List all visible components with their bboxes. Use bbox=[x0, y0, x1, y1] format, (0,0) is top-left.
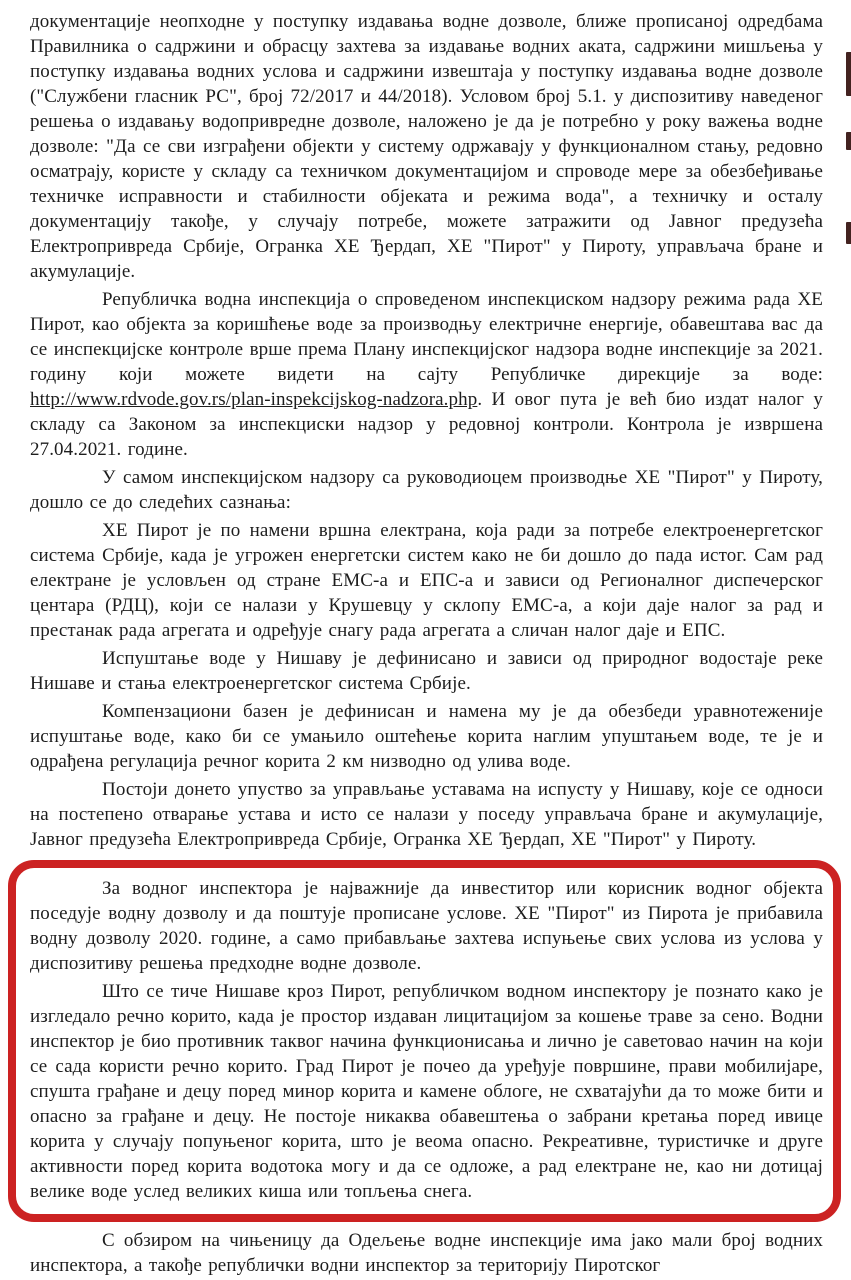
paragraph-1: документације неопходне у поступку издавања водне дозволе, ближе прописаној одредбама Правилника о садржини и обрасцу захтева за издавање водних аката, садржини мишљења у поступку издавања водних услова и садржини извештаја у поступку издавања водне дозволе ("Службени гласник РС", број 72/2017 и 44/2018). Условом број 5.1. у диспозитиву наведеног решења о издавању водопривредне дозволе, наложено је да је потребно у року важења водне дозволе: "Да се сви изграђени објекти у систему одржавају у функционалном стању, редовно осматрају, користе у складу са техничком документацијом и спроводе мере за обезбеђивање техничке исправности и стабилности објеката и режима вода", а техничку и осталу документацију такође, у случају потребе, можете затражити од Јавног предузећа Електропривреда Србије, Огранка ХЕ Ђердап, ХЕ "Пирот" у Пироту, управљача бране и акумулације. bbox=[30, 11, 823, 282]
paragraph-10: С обзиром на чињеницу да Одељење водне инспекције има јако мали број водних инспектора, а такође републички водни инспектор за територију Пиротског bbox=[30, 1230, 823, 1276]
paragraph-3: У самом инспекцијском надзору са руководиоцем производње ХЕ "Пирот" у Пироту, дошло се до следећих сазнања: bbox=[30, 467, 823, 513]
paragraph-5: Испуштање воде у Нишаву је дефинисано и зависи од природног водостаје реке Нишаве и стања електроенергетског система Србије. bbox=[30, 648, 823, 694]
paragraph-4: ХЕ Пирот је по намени вршна електрана, која ради за потребе електроенергетског система Србије, када је угрожен енергетски систем како не би дошло до пада истог. Сам рад електране је условљен од стране ЕМС-а и ЕПС-а и зависи од Регионалног диспечерског центара (РДЦ), који се налази у Крушевцу у склопу ЕМС-а, а који даје налог за рад и престанак рада агрегата и одређује снагу рада агрегата а сличан налог даје и ЕПС. bbox=[30, 520, 823, 641]
red-highlight-box bbox=[8, 860, 841, 1222]
paragraph-6: Компензациони базен је дефинисан и намена му је да обезбеди уравнотеженије испуштање воде, како би се умањило оштећење корита наглим упуштањем воде, те је и одрађена регулација речног корита 2 км низводно од улива воде. bbox=[30, 701, 823, 772]
paragraph-2 bbox=[30, 287, 823, 462]
rdvode-plan-url-link[interactable]: http://www.rdvode.gov.rs/plan-inspekcijskog-nadzora.php bbox=[30, 389, 478, 410]
paragraph-2-text-after-link: . И овог пута је већ био издат налог у складу са Законом за инспекциски надзор у редовној контроли. Контрола је извршена 27.04.2021. године. bbox=[30, 389, 823, 460]
paragraph-8-highlighted: За водног инспектора је најважније да инвеститор или корисник водног објекта поседује водну дозволу и да поштује прописане услове. ХЕ "Пирот" из Пирота је прибавила водну дозволу 2020. године, а само прибављање захтева испуњење свих услова из услова у диспозитиву решења предходне водне дозволе. bbox=[30, 878, 823, 974]
scan-edge-artifact-1 bbox=[846, 52, 851, 96]
scan-edge-artifact-3 bbox=[846, 222, 851, 244]
scan-edge-artifact-2 bbox=[846, 132, 851, 150]
paragraph-7: Постоји донето упуство за управљање уставама на испусту у Нишаву, које се односи на постепено отварање устава и исто се налази у поседу управљача бране и акумулације, Јавног предузећа Електропривреда Србије, Огранка ХЕ Ђердап, ХЕ "Пирот" у Пироту. bbox=[30, 779, 823, 850]
paragraph-2-text-before-link: Републичка водна инспекција о спроведеном инспекциском надзору режима рада ХЕ Пирот, као објекта за коришћење воде за производњу електричне енергије, обавештава вас да се инспекцијске контроле врше према Плану инспекцијског надзора водне инспекције за 2021. годину који можете видети на сајту Републичке дирекције за воде: bbox=[30, 289, 823, 385]
paragraph-9-highlighted: Што се тиче Нишаве кроз Пирот, републичком водном инспектору је познато како је изгледало речно корито, када је простор издаван лицитацијом за кошење траве за сено. Водни инспектор је био противник таквог начина функционисања и лично је саветовао начин на који се сада користи речно корито. Град Пирот је почео да уређује површине, прави мобилијаре, спушта грађане и децу поред минор корита и камене облоге, не схватајући да то може бити и опасно за грађане и децу. Не постоје никаква обавештења о забрани кретања поред ивице корита у случају попуњеног корита, што је веома опасно. Рекреативне, туристичке и друге активности поред корита водотока могу и да се одложе, а рад електране не, као ни дотицај велике воде услед великих киша или топљења снега. bbox=[30, 981, 823, 1202]
